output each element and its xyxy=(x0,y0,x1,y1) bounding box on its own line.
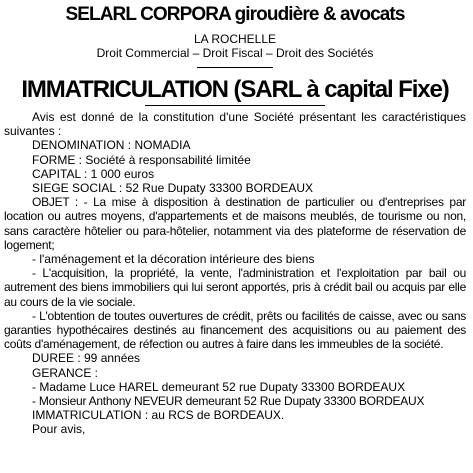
practice-areas: Droit Commercial – Droit Fiscal – Droit des Sociétés xyxy=(96,46,374,60)
duree-line: DUREE : 99 années xyxy=(32,351,141,366)
firm-city: LA ROCHELLE xyxy=(193,32,277,46)
intro-paragraph: Avis est donné de la constitution d'une Société présentant les caractéristiques suivantes : xyxy=(4,110,466,139)
gerant-line-2: - Monsieur Anthony NEVEUR demeurant 52 Rue Dupaty 33300 BORDEAUX xyxy=(32,394,425,409)
capital-line: CAPITAL : 1 000 euros xyxy=(32,166,155,181)
title-underline xyxy=(145,105,325,106)
objet-paragraph: OBJET : - La mise à disposition à destination de particulier ou d'entreprises par location ou autres moyens, d'appartements et de maisons meublés, de tourisme ou non, sans caractère hôtelier ou para-hôtelier, notamment via des plateforme de réservation de logement; xyxy=(4,195,466,252)
siege-line: SIEGE SOCIAL : 52 Rue Dupaty 33300 BORDEAUX xyxy=(32,181,314,196)
notice-title: IMMATRICULATION (SARL à capital Fixe) xyxy=(21,76,449,103)
objet-item-acquisition: - L'acquisition, la propriété, la vente, l'administration et l'exploitation par bail ou autrement des biens immobiliers qui lui seront apportés, pris à crédit bail ou acquis par elle au cours de la vie sociale. xyxy=(4,266,466,309)
forme-line: FORME : Société à responsabilité limitée xyxy=(32,152,251,167)
immatriculation-line: IMMATRICULATION : au RCS de BORDEAUX. xyxy=(32,408,285,423)
gerant-line-1: - Madame Luce HAREL demeurant 52 rue Dupaty 33300 BORDEAUX xyxy=(32,379,406,394)
objet-item-amenagement: - l'aménagement et la décoration intérieure des biens xyxy=(32,252,315,267)
gerance-heading: GERANCE : xyxy=(32,365,99,380)
header-divider xyxy=(197,67,273,68)
notice-body xyxy=(4,110,466,437)
firm-name: SELARL CORPORA giroudière & avocats xyxy=(65,4,405,25)
denomination-line: DENOMINATION : NOMADIA xyxy=(32,138,191,153)
closing-line: Pour avis, xyxy=(32,422,86,437)
objet-item-credit: - L'obtention de toutes ouvertures de crédit, prêts ou facilités de caisse, avec ou sans garanties hypothécaires destinés au financement des acquisitions ou au paiement des coûts d'aménagement, de réfection ou autres à faire dans les immeubles de la société. xyxy=(4,308,466,352)
